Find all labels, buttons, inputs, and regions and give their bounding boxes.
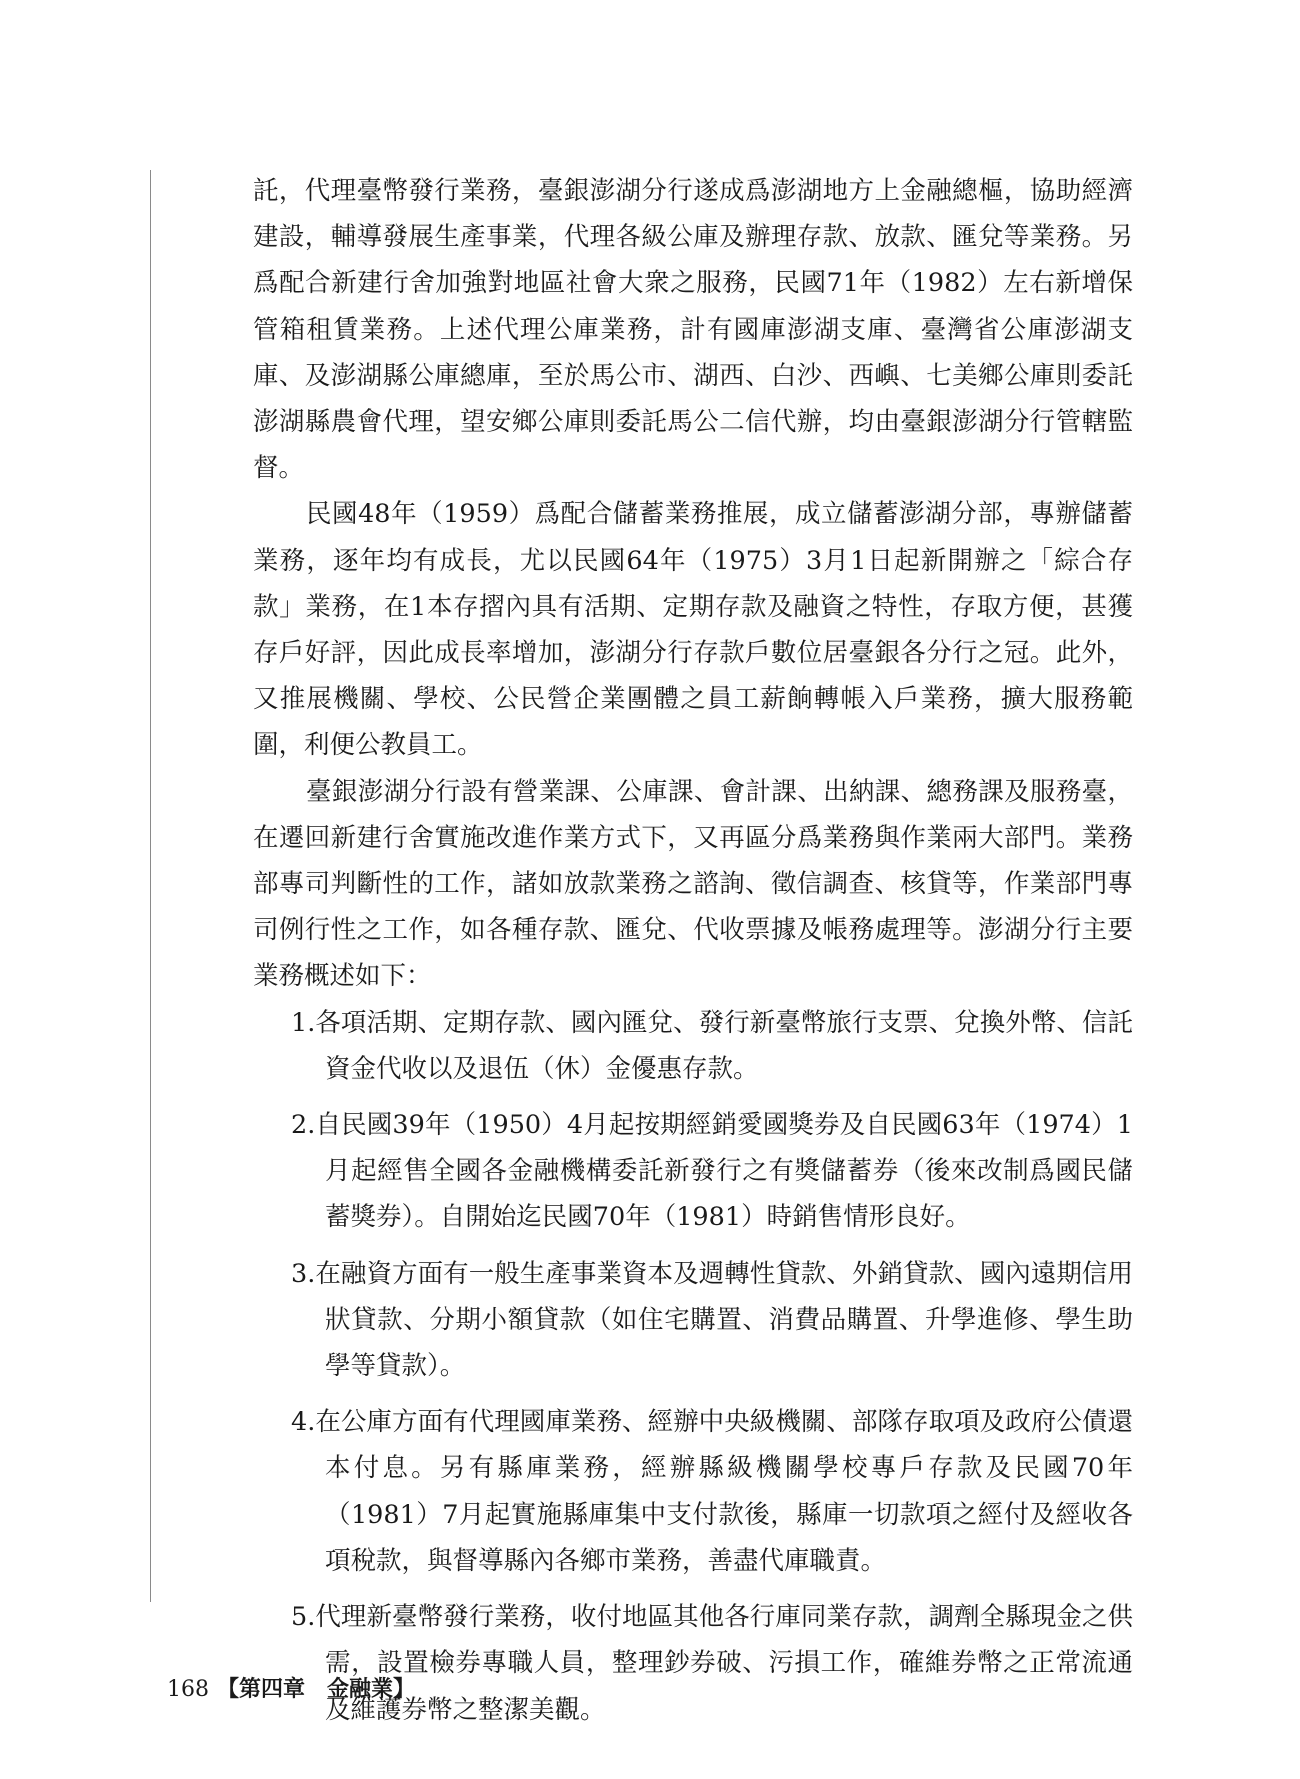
business-list: [253, 1000, 1133, 1733]
list-item: 5.代理新臺幣發行業務，收付地區其他各行庫同業存款，調劑全縣現金之供需，設置檢券專職人員，整理鈔券破、污損工作，確維券幣之正常流通及維護券幣之整潔美觀。: [291, 1602, 1133, 1725]
paragraph-organization: 臺銀澎湖分行設有營業課、公庫課、會計課、出納課、總務課及服務臺，在遷回新建行舍實施改進作業方式下，又再區分爲業務與作業兩大部門。業務部專司判斷性的工作，諸如放款業務之諮詢、徵信調查、核貸等，作業部門專司例行性之工作，如各種存款、匯兌、代收票據及帳務處理等。澎湖分行主要業務概述如下：: [253, 776, 1133, 992]
paragraph-savings: 民國48年（1959）爲配合儲蓄業務推展，成立儲蓄澎湖分部，專辦儲蓄業務，逐年均有成長，尤以民國64年（1975）3月1日起新開辦之「綜合存款」業務，在1本存摺內具有活期、定期存款及融資之特性，存取方便，甚獲存戶好評，因此成長率增加，澎湖分行存款戶數位居臺銀各分行之冠。此外，又推展機關、學校、公民營企業團體之員工薪餉轉帳入戶業務，擴大服務範圍，利便公教員工。: [253, 499, 1133, 761]
margin-rule: [150, 170, 151, 1602]
chapter-title: 【第四章 金融業】: [217, 1676, 416, 1702]
page-number: 168: [167, 1677, 209, 1702]
body-text: [253, 168, 1133, 1733]
page-footer: [167, 1674, 415, 1705]
list-item: 4.在公庫方面有代理國庫業務、經辦中央級機關、部隊存取項及政府公債還本付息。另有縣庫業務，經辦縣級機關學校專戶存款及民國70年（1981）7月起實施縣庫集中支付款後，縣庫一切款項之經付及經收各項稅款，與督導縣內各鄉市業務，善盡代庫職責。: [291, 1407, 1133, 1576]
paragraph-continued: 託，代理臺幣發行業務，臺銀澎湖分行遂成爲澎湖地方上金融總樞，協助經濟建設，輔導發展生產事業，代理各級公庫及辦理存款、放款、匯兌等業務。另爲配合新建行舍加強對地區社會大衆之服務，民國71年（1982）左右新增保管箱租賃業務。上述代理公庫業務，計有國庫澎湖支庫、臺灣省公庫澎湖支庫、及澎湖縣公庫總庫，至於馬公市、湖西、白沙、西嶼、七美鄉公庫則委託澎湖縣農會代理，望安鄉公庫則委託馬公二信代辦，均由臺銀澎湖分行管轄監督。: [253, 176, 1133, 484]
list-item: 1.各項活期、定期存款、國內匯兌、發行新臺幣旅行支票、兌換外幣、信託資金代收以及退伍（休）金優惠存款。: [291, 1007, 1133, 1084]
list-item: 3.在融資方面有一般生產事業資本及週轉性貸款、外銷貸款、國內遠期信用狀貸款、分期小額貸款（如住宅購置、消費品購置、升學進修、學生助學等貸款）。: [291, 1258, 1133, 1382]
list-item: 2.自民國39年（1950）4月起按期經銷愛國獎券及自民國63年（1974）1月起經售全國各金融機構委託新發行之有獎儲蓄券（後來改制爲國民儲蓄獎券）。自開始迄民國70年（1981）時銷售情形良好。: [291, 1110, 1133, 1233]
